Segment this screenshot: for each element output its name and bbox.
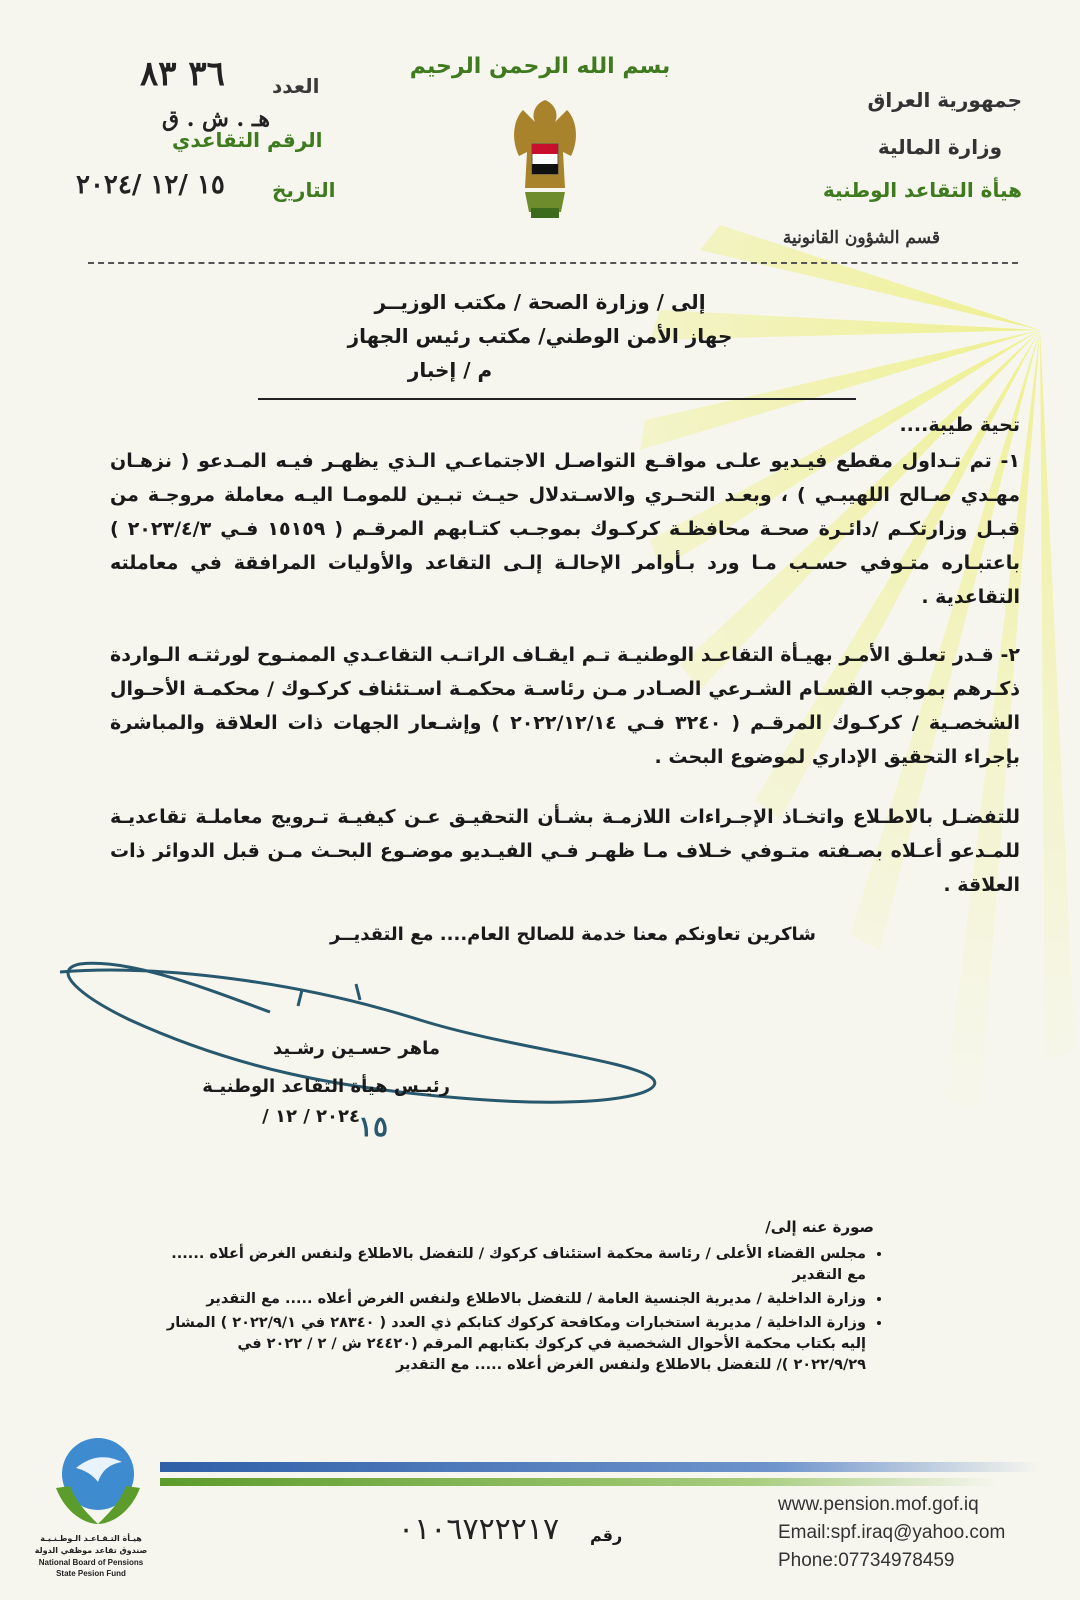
copies-heading: صورة عنه إلى/	[765, 1218, 874, 1236]
footer-stripe-blue	[160, 1462, 1040, 1472]
department-name: قسم الشؤون القانونية	[782, 228, 940, 248]
logo-arabic-line-2: صندوق تقاعد موظفي الدولة	[34, 1546, 148, 1555]
logo-english-line-2: State Pesion Fund	[56, 1569, 126, 1578]
retirement-number-label: الرقم التقاعدي	[172, 128, 323, 152]
republic-name: جمهورية العراق	[867, 88, 1022, 112]
signature-day-handwritten: ١٥	[358, 1110, 389, 1143]
greeting: تحية طيبة....	[899, 414, 1020, 436]
subject-underline	[258, 398, 856, 400]
signatory-name: ماهر حسـين رشـيد	[272, 1038, 440, 1059]
copy-recipient: • وزارة الداخلية / مديرية الجنسية العامة / للتفضل بالاطلاع ولنفس الغرض أعلاه ..... مع التقدير	[164, 1289, 866, 1310]
address-line-1: إلى / وزارة الصحة / مكتب الوزيــر	[374, 290, 706, 314]
subject-line: م / إخبار	[407, 358, 493, 382]
header-divider	[88, 262, 1018, 264]
phone-text: Phone:07734978459	[778, 1550, 955, 1571]
date-value: ١٥ /١٢ /٢٠٢٤	[76, 170, 225, 200]
authority-name: هيأة التقاعد الوطنية	[822, 178, 1022, 202]
reference-code: هـ . ش . ق	[162, 106, 270, 132]
email-text: Email:spf.iraq@yahoo.com	[778, 1522, 1006, 1543]
number-value: ٣٦ ٨٣	[140, 54, 225, 94]
paragraph-3: للتفضـل بالاطـلاع واتخـاذ الإجـراءات اللازمـة بشـأن التحقيـق عـن كيفيـة تـرويج معاملـة تقاعديـة للمـدعو أعـلاه بصـفته متـوفي خـلاف مـا ظهـر فـي الفيـديو موضـوع البحـث مـن قبل الدوائر ذات العلاقة .	[110, 806, 1020, 896]
closing-line: شاكرين تعاونكم معنا خدمة للصالح العام.... مع التقديــر	[329, 924, 816, 945]
copy-recipient: • مجلس القضاء الأعلى / رئاسة محكمة استئناف كركوك / للتفضل بالاطلاع ولنفس الغرض أعلاه ...... مع التقدير	[164, 1244, 866, 1286]
logo-english-line-1: National Board of Pensions	[38, 1558, 144, 1567]
pension-hands-globe-logo-icon	[46, 1428, 150, 1532]
date-label: التاريخ	[272, 178, 336, 202]
serial-number: ٠١٠٦٧٢٢٢١٧	[398, 1512, 560, 1547]
paragraph-2: ٢- قـدر تعلـق الأمـر بهيـأة التقاعـد الوطنيـة تـم ايقـاف الراتـب التقاعـدي الممنـوح لورثتـه الـواردة ذكـرهم بموجب القسـام الشـرعي الصـادر مـن رئاسـة محكمـة اسـتئناف كركـوك / محكمـة الأحـوال الشخصـية / كركـوك المرقـم ( ٣٢٤٠ فـي ٢٠٢٢/١٢/١٤ ) وإشـعار الجهات ذات العلاقة والمباشرة بإجراء التحقيق الإداري لموضوع البحث .	[110, 644, 1021, 768]
logo-arabic-line-1: هيـأة التـقـاعـد الـوطـنـيـة	[40, 1534, 142, 1543]
number-label: العدد	[272, 74, 320, 98]
iraq-eagle-emblem-icon	[505, 96, 585, 224]
footer-stripe-green	[160, 1478, 1000, 1486]
address-line-2: جهاز الأمن الوطني/ مكتب رئيس الجهاز	[347, 324, 733, 348]
website-text: www.pension.mof.gof.iq	[778, 1494, 979, 1515]
basmala: بسم الله الرحمن الرحيم	[409, 54, 671, 79]
signature-date: ٢٠٢٤ / ١٢ /	[262, 1106, 360, 1127]
ministry-name: وزارة المالية	[877, 135, 1002, 159]
signatory-title: رئيـس هيأة التقاعد الوطنيـة	[202, 1076, 450, 1097]
paragraph-1: ١- تم تـداول مقطع فيـديو علـى مواقـع التواصـل الاجتماعـي الـذي يظهـر فيـه المـدعو ( نزهـان مهـدي صـالح اللهيبـي ) ، وبعـد التحـري والاسـتدلال حيـث تبـين للمومـا اليـه معاملة مروجـة من قبـل وزارتكـم /دائـرة صحـة محافظـة كركـوك بموجـب كتـابهم المرقـم ( ١٥١٥٩ فـي ٢٠٢٣/٤/٣ ) باعتبـاره متـوفي حسـب مـا ورد بـأوامر الإحالـة إلـى التقاعد والأوليات المرافقة في معاملته التقاعدية .	[110, 450, 1020, 608]
serial-label: رقم	[590, 1526, 623, 1545]
copies-list	[164, 1240, 884, 1379]
copy-recipient: • وزارة الداخلية / مديرية استخبارات ومكافحة كركوك كتابكم ذي العدد ( ٢٨٣٤٠ في ٢٠٢٢/٩/١ ) المشار إليه بكتاب محكمة الأحوال الشخصية في كركوك بكتابهم المرقم (٢٤٤٢٠ ش / ٢ / ٢٠٢٢ في ٢٠٢٢/٩/٢٩ )/ للتفضل بالاطلاع ولنفس الغرض أعلاه ..... مع التقدير	[164, 1313, 866, 1376]
